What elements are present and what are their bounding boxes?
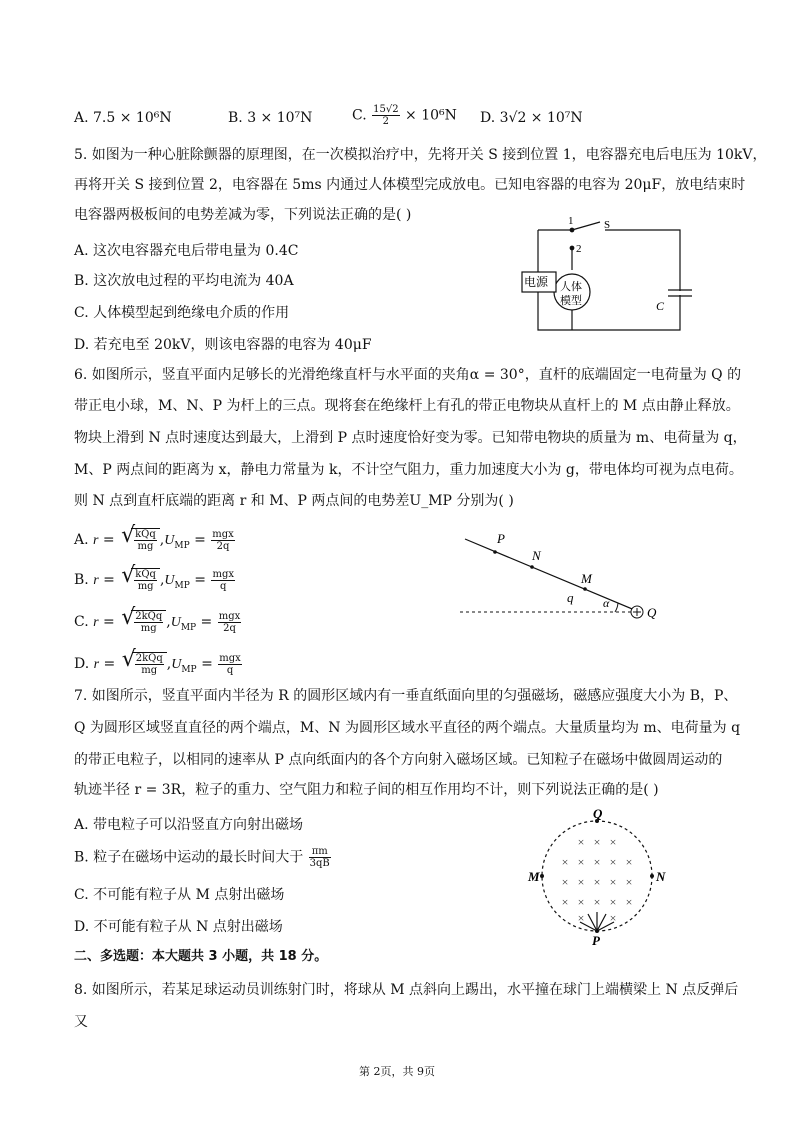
point-q-label: Q [593, 808, 603, 821]
q4-option-b: B. 3 × 10⁷N [228, 110, 313, 126]
magnetic-field-diagram [522, 808, 672, 948]
q4-option-d: D. 3√2 × 10⁷N [480, 110, 583, 126]
q4-option-c: C. $\frac{15√2}{2}$ × 10⁶N [352, 104, 457, 127]
svg-text:×: × [561, 895, 569, 909]
q7-option-d: D. 不可能有粒子从 N 点射出磁场 [74, 919, 283, 935]
svg-text:×: × [625, 875, 633, 889]
point-n-label: N [532, 548, 541, 563]
q7-option-c: C. 不可能有粒子从 M 点射出磁场 [74, 887, 285, 903]
switch-label-1: 1 [568, 215, 574, 227]
q8-stem-line2: 又 [74, 1014, 88, 1030]
field-crosses [562, 835, 633, 925]
svg-text:×: × [577, 855, 585, 869]
defibrillator-circuit-diagram [510, 212, 700, 342]
q7-option-b: B. 粒子在磁场中运动的最长时间大于 $\frac{\pi m}{3qB}$ [74, 846, 330, 869]
q7-stem-line4: 轨迹半径 r = 3R，粒子的重力、空气阻力和粒子间的相互作用均不计，则下列说法正确的是( ) [74, 782, 659, 798]
q6-stem-line1: 6. 如图所示，竖直平面内足够长的光滑绝缘直杆与水平面的夹角α = 30°，直杆的底端固定一电荷量为 Q 的 [74, 367, 742, 383]
page-footer: 第 2页，共 9页 [359, 1065, 435, 1078]
q6-stem-line3: 物块上滑到 N 点时速度达到最大，上滑到 P 点时速度恰好变为零。已知带电物块的质量为 m、电荷量为 q， [74, 430, 747, 446]
switch-label-2: 2 [576, 243, 582, 255]
point-m-label: M [581, 571, 592, 586]
point-m-label: M [528, 869, 540, 884]
svg-text:×: × [593, 855, 601, 869]
charge-Q-label: Q [647, 605, 657, 620]
q6-stem-line2: 带正电小球，M、N、P 为杆上的三点。现将套在绝缘杆上有孔的带正电物块从直杆上的 M 点由静止释放。 [74, 398, 740, 414]
q6-stem-line5: 则 N 点到直杆底端的距离 r 和 M、P 两点间的电势差U_MP 分别为( ) [74, 493, 514, 509]
point-p-label: P [592, 933, 600, 948]
q7-stem-line2: Q 为圆形区域竖直直径的两个端点，M、N 为圆形区域水平直径的两个端点。大量质量均为 m、电荷量为 q [74, 720, 741, 736]
q7-option-a: A. 带电粒子可以沿竖直方向射出磁场 [74, 817, 304, 833]
svg-text:×: × [577, 895, 585, 909]
q5-option-b: B. 这次放电过程的平均电流为 40A [74, 273, 294, 289]
angle-alpha-label: α [603, 596, 610, 610]
svg-text:×: × [577, 911, 585, 925]
q8-stem-line1: 8. 如图所示，若某足球运动员训练射门时，将球从 M 点斜向上踢出，水平撞在球门上端横梁上 N 点反弹后 [74, 982, 739, 998]
q7-stem-line3: 的带正电粒子，以相同的速率从 P 点向纸面内的各个方向射入磁场区域。已知粒子在磁场中做圆周运动的 [74, 752, 723, 768]
switch-label-s: S [604, 219, 611, 231]
q5-stem-line3: 电容器两极板间的电势差减为零，下列说法正确的是( ) [74, 207, 412, 223]
q6-option-c: C. r = √ $\frac{\text{2kQq}}{mg}$ $,U_{MP}$ = $\frac{\text{mgx}}{2q}$ [74, 610, 242, 634]
q6-option-b: B. r = √ $\frac{\text{kQq}}{mg}$ $,U_{MP}$ = $\frac{\text{mgx}}{q}$ [74, 568, 236, 592]
q4-option-a: A. 7.5 × 10⁶N [74, 110, 172, 126]
q6-stem-line4: M、P 两点间的距离为 x，静电力常量为 k，不计空气阻力，重力加速度大小为 g，带电体均可视为点电荷。 [74, 462, 743, 478]
body-model-label-2: 模型 [560, 295, 582, 307]
svg-text:×: × [625, 855, 633, 869]
svg-text:×: × [609, 855, 617, 869]
svg-text:×: × [609, 895, 617, 909]
svg-text:×: × [561, 875, 569, 889]
q5-option-c: C. 人体模型起到绝缘电介质的作用 [74, 305, 290, 321]
point-p-label: P [497, 531, 505, 546]
capacitor-label: C [656, 299, 665, 313]
svg-text:×: × [625, 895, 633, 909]
q6-option-d: D. r = √ $\frac{\text{2kQq}}{mg}$ $,U_{MP}$ = $\frac{\text{mgx}}{q}$ [74, 652, 243, 676]
point-n-label: N [656, 869, 666, 884]
svg-text:×: × [609, 911, 617, 925]
q5-option-d: D. 若充电至 20kV，则该电容器的电容为 40μF [74, 337, 372, 353]
body-model-label-1: 人体 [560, 281, 582, 293]
q5-stem-line1: 5. 如图为一种心脏除颤器的原理图，在一次模拟治疗中，先将开关 S 接到位置 1，电容器充电后电压为 10kV， [74, 147, 767, 163]
q5-stem-line2: 再将开关 S 接到位置 2，电容器在 5ms 内通过人体模型完成放电。已知电容器的电容为 20μF，放电结束时 [74, 177, 746, 193]
svg-text:×: × [561, 855, 569, 869]
q5-option-a: A. 这次电容器充电后带电量为 0.4C [74, 243, 299, 259]
q7-stem-line1: 7. 如图所示，竖直平面内半径为 R 的圆形区域内有一垂直纸面向里的匀强磁场，磁感应强度大小为 B，P、 [74, 688, 738, 704]
section-2-heading: 二、多选题：本大题共 3 小题，共 18 分。 [74, 949, 328, 964]
charge-q-label: q [567, 590, 574, 605]
svg-text:×: × [577, 835, 585, 849]
svg-text:×: × [609, 875, 617, 889]
svg-text:×: × [577, 875, 585, 889]
svg-text:×: × [593, 835, 601, 849]
svg-text:×: × [593, 895, 601, 909]
svg-text:×: × [609, 835, 617, 849]
q6-option-a: A. r = √ $\frac{\text{kQq}}{mg}$ $,U_{MP}$ = $\frac{\text{mgx}}{2q}$ [74, 528, 236, 552]
svg-text:×: × [593, 875, 601, 889]
power-source-label: 电源 [524, 275, 549, 289]
inclined-rod-diagram [455, 525, 675, 625]
